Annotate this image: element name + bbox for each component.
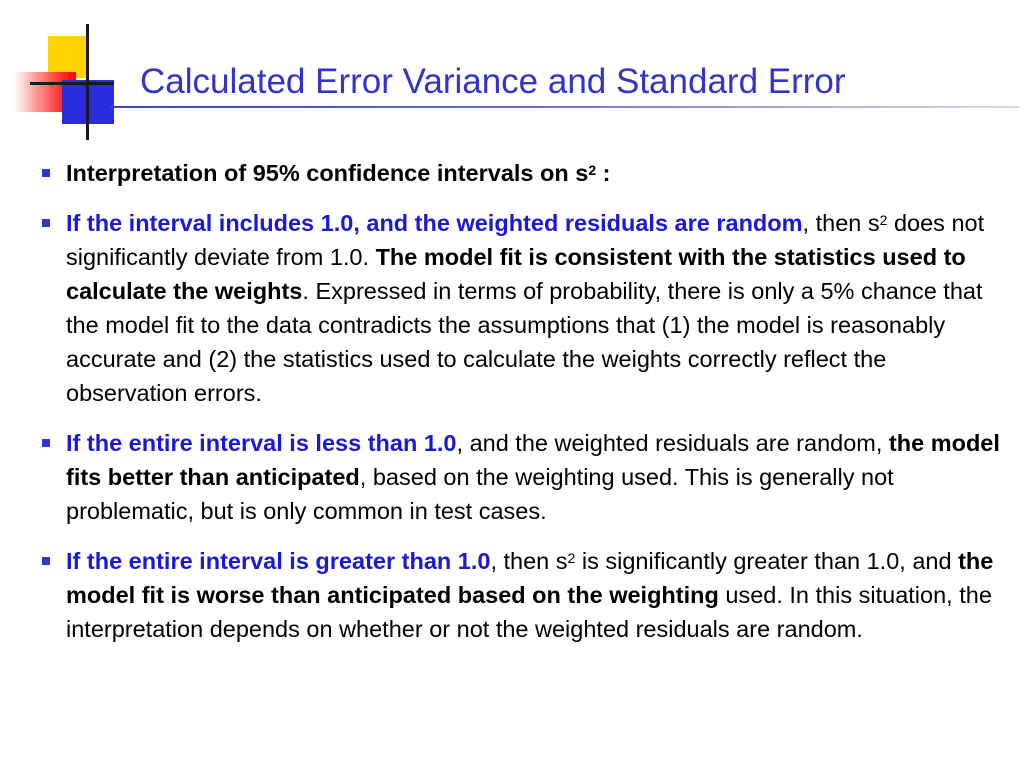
text-span: , then s bbox=[802, 210, 880, 236]
color-blocks-logo bbox=[0, 0, 140, 150]
bullet-list bbox=[40, 156, 1000, 662]
text-span: , then s bbox=[490, 548, 568, 574]
text-span: does not significantly deviate from 1.0. bbox=[66, 210, 985, 270]
text-span: used. In this situation, the interpretation depends on whether or not the weighted residuals are random. bbox=[66, 582, 992, 642]
superscript: 2 bbox=[567, 550, 576, 566]
square-bullet-icon bbox=[42, 169, 50, 177]
text-span: , based on the weighting used. This is generally not problematic, but is only common in test cases. bbox=[66, 464, 894, 524]
bullet-text-1 bbox=[66, 160, 611, 186]
bullet-item-2 bbox=[40, 206, 1000, 410]
bold-span: the model fit is worse than anticipated based on the weighting bbox=[66, 548, 994, 608]
superscript: 2 bbox=[588, 162, 597, 178]
text-span: is significantly greater than 1.0, and bbox=[575, 548, 959, 574]
square-bullet-icon bbox=[42, 439, 50, 447]
bullet-item-4 bbox=[40, 544, 1000, 646]
logo-horizontal-line bbox=[30, 82, 114, 85]
text-span: , and the weighted residuals are random, bbox=[456, 430, 889, 456]
bullet-text-3 bbox=[66, 430, 1000, 524]
square-bullet-icon bbox=[42, 557, 50, 565]
highlight-span: If the entire interval is less than 1.0 bbox=[66, 430, 457, 456]
bullet-text-2 bbox=[66, 210, 984, 406]
bold-span: the model fits better than anticipated bbox=[66, 430, 1000, 490]
slide-title: Calculated Error Variance and Standard Error bbox=[140, 62, 846, 101]
text-span: : bbox=[596, 160, 611, 186]
bold-span: The model fit is consistent with the statistics used to calculate the weights bbox=[66, 244, 966, 304]
text-span: . Expressed in terms of probability, there is only a 5% chance that the model fit to the data contradicts the assumptions that (1) the model is reasonably accurate and (2) the statistics used to calculate the weights correctly reflect the observation errors. bbox=[66, 278, 983, 406]
bullet-item-1 bbox=[40, 156, 1000, 190]
bullet-text-4 bbox=[66, 548, 993, 642]
square-bullet-icon bbox=[42, 219, 50, 227]
title-underline bbox=[110, 106, 1020, 108]
text-span: Interpretation of 95% confidence intervals on s bbox=[66, 160, 589, 186]
superscript: 2 bbox=[879, 212, 888, 228]
highlight-span: If the entire interval is greater than 1.0 bbox=[66, 548, 491, 574]
highlight-span: If the interval includes 1.0, and the weighted residuals are random bbox=[66, 210, 803, 236]
bullet-item-3 bbox=[40, 426, 1000, 528]
